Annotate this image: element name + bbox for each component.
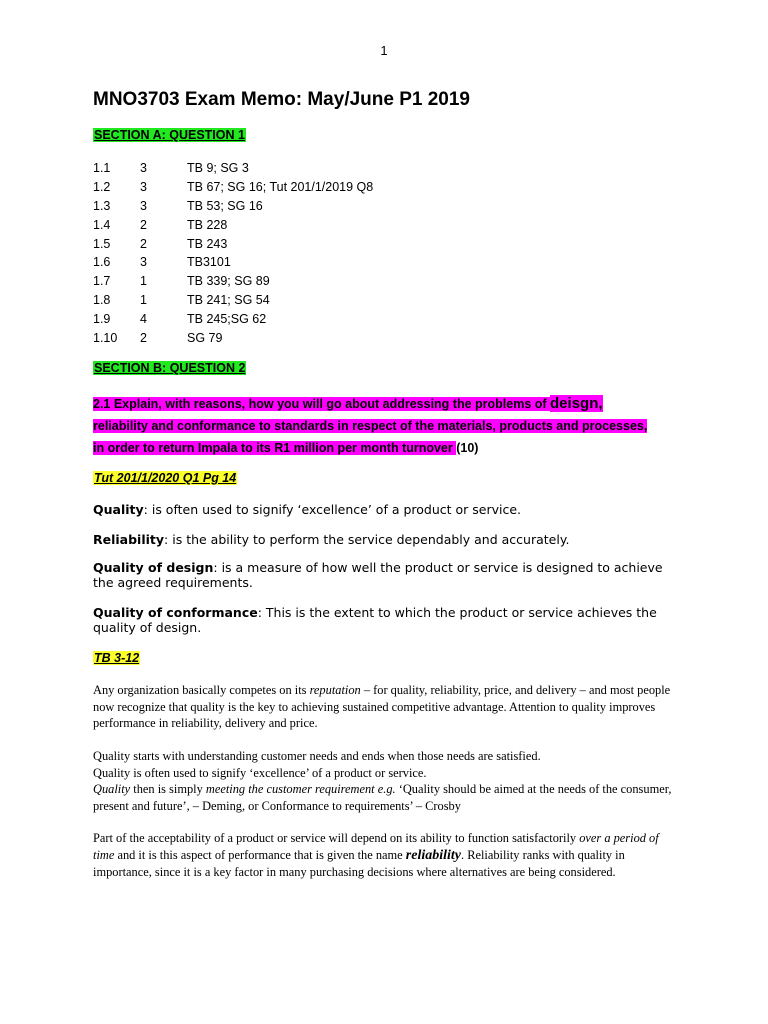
text-run: Quality starts with understanding customer needs and ends when those needs are satisfied. [93,749,541,763]
text-run: . Reliability ranks with quality in importance, since it is a key factor in many purchasing decisions where alternatives are being considered. [93,847,625,879]
definition-text: : is the ability to perform the service dependably and accurately. [164,532,570,547]
question-number: 1.6 [93,255,111,270]
answer-row [93,272,373,291]
page-number: 1 [380,43,388,58]
text-run-italic: over a period of time [93,831,659,862]
text-run: Quality is often used to signify ‘excellence’ of a product or service. [93,765,427,780]
text-run: ‘Quality should be aimed at the needs of the consumer, present and future’, – Deming, or Conformance to requirements’ – Crosby [93,782,672,813]
definition-text: : is a measure of how well the product or service is designed to achieve the agreed requirements. [93,560,663,590]
textbook-reference-text: TB 3-12 [94,651,140,665]
tutorial-reference [93,471,237,485]
question-number: 1.5 [93,236,111,251]
answer-reference: TB 243 [187,236,228,251]
question-number: 1.10 [93,330,118,345]
answer-reference: TB 228 [187,217,228,232]
answer-reference: TB 241; SG 54 [187,292,270,307]
answer-reference: TB3101 [187,255,231,270]
definition-quality-of-conformance [93,605,668,635]
paragraph-quality [93,748,683,814]
question-number: 1.2 [93,180,111,195]
answer-value: 3 [140,198,147,213]
question-2-1 [93,393,653,459]
definition-term: Quality of design [93,560,214,575]
text-run: Any organization basically competes on its [93,683,310,697]
definition-term: Quality [93,502,144,517]
definition-quality [93,502,668,517]
definition-text: : is often used to signify ‘excellence’ of a product or service. [143,502,522,517]
answer-row [93,309,373,328]
question-number: 1.4 [93,217,111,232]
text-run: and it is this aspect of performance that is given the name [114,847,406,862]
definition-quality-of-design [93,560,668,590]
answer-reference: TB 339; SG 89 [187,274,270,289]
definition-text: : This is the extent to which the product or service achieves the quality of design. [93,605,657,635]
document-title: MNO3703 Exam Memo: May/June P1 2019 [93,89,471,110]
question-text-part3: reliability and conformance to standards in respect of the materials, products and processes, in order to return Impala to its R1 million per month turnover [93,419,648,455]
section-a-heading-text: SECTION A: QUESTION 1 [94,128,245,142]
question-number: 1.3 [93,198,111,213]
answer-value: 2 [140,330,147,345]
answer-reference: TB 53; SG 16 [187,198,263,213]
answer-row [93,215,373,234]
answer-row [93,328,373,347]
answer-value: 1 [140,292,147,307]
answer-value: 1 [140,274,147,289]
paragraph-reputation [93,682,683,732]
answer-row [93,291,373,310]
question-marks: (10) [456,441,479,455]
definition-reliability [93,532,668,547]
text-run-emphasis: reliability [405,847,461,863]
text-run: – for quality, reliability, price, and delivery – and most people now recognize that quality is the key to achieving sustained competitive advantage. Attention to quality improves performance in reliability, delivery and price. [93,683,671,730]
answer-row [93,234,373,253]
section-b-heading-text: SECTION B: QUESTION 2 [94,361,246,375]
definition-term: Reliability [93,532,165,547]
paragraph-reliability [93,830,683,881]
section-a-heading [93,128,246,142]
answer-row [93,253,373,272]
question-text-part2: deisgn, [550,395,603,412]
answer-value: 3 [140,180,147,195]
answer-value: 3 [140,255,147,270]
text-run: then is simply [130,782,206,796]
text-run-italic: meeting the customer requirement e.g. [205,782,396,796]
tutorial-reference-text: Tut 201/1/2020 Q1 Pg 14 [94,471,237,485]
answer-reference: TB 9; SG 3 [187,161,249,176]
question-number: 1.9 [93,311,111,326]
section-a-answer-list [93,159,373,347]
answer-reference: TB 67; SG 16; Tut 201/1/2019 Q8 [187,180,374,195]
answer-row [93,159,373,178]
question-number: 1.8 [93,292,111,307]
textbook-reference [93,651,140,665]
answer-row [93,178,373,197]
answer-reference: TB 245;SG 62 [187,311,267,326]
text-run: Part of the acceptability of a product or service will depend on its ability to function satisfactorily [93,831,580,845]
text-run-italic: Quality [93,782,131,796]
text-run-italic: reputation [309,683,361,697]
question-number: 1.7 [93,274,111,289]
answer-value: 4 [140,311,147,326]
answer-value: 3 [140,161,147,176]
question-number: 1.1 [93,161,111,176]
answer-reference: SG 79 [187,330,223,345]
answer-row [93,197,373,216]
question-text-part1: 2.1 Explain, with reasons, how you will go about addressing the problems of [93,397,551,411]
definition-term: Quality of conformance [93,605,258,620]
section-b-heading [93,361,246,375]
answer-value: 2 [140,217,147,232]
answer-value: 2 [140,236,147,251]
